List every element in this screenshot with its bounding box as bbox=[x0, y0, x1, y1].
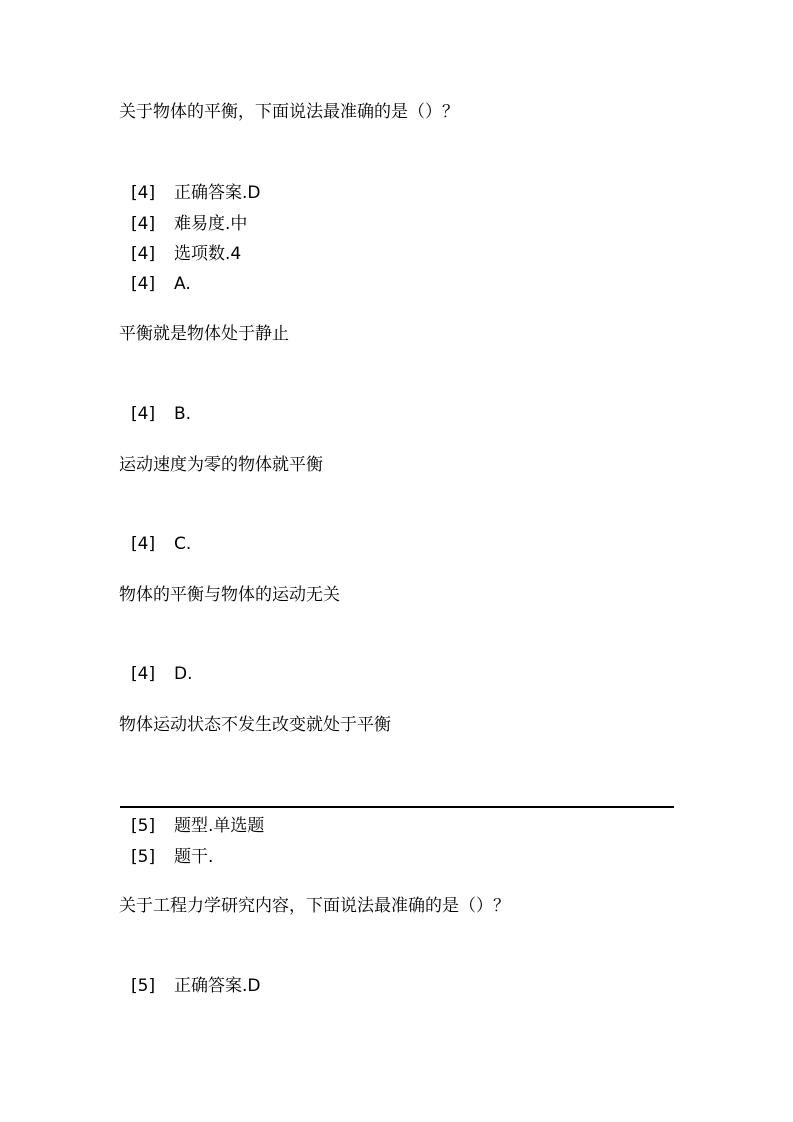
q4-difficulty-tag: [4] bbox=[131, 214, 156, 234]
q4-option-d-tag: [4] bbox=[131, 664, 156, 684]
q4-option-count-tag: [4] bbox=[131, 244, 156, 264]
q4-answer bbox=[131, 181, 261, 205]
q4-option-d-letter: D. bbox=[174, 664, 193, 684]
q4-option-c-tag: [4] bbox=[131, 534, 156, 554]
q4-difficulty bbox=[131, 212, 247, 236]
q4-option-a-label bbox=[131, 272, 191, 296]
q5-stem-label-text: 题干. bbox=[174, 847, 214, 867]
q5-type-tag: [5] bbox=[131, 816, 156, 836]
q5-type-text: 题型.单选题 bbox=[174, 816, 265, 836]
q5-answer-text: 正确答案.D bbox=[174, 976, 261, 996]
q4-difficulty-text: 难易度.中 bbox=[174, 214, 248, 234]
q4-option-count bbox=[131, 242, 241, 266]
q5-stem: 关于工程力学研究内容，下面说法最准确的是（）？ bbox=[119, 896, 510, 916]
q4-option-d-text: 物体运动状态不发生改变就处于平衡 bbox=[119, 715, 391, 735]
q4-option-c-letter: C. bbox=[174, 534, 192, 554]
q5-answer-tag: [5] bbox=[131, 976, 156, 996]
q4-option-b-text: 运动速度为零的物体就平衡 bbox=[119, 455, 323, 475]
q4-option-b-letter: B. bbox=[174, 404, 192, 424]
q4-option-b-tag: [4] bbox=[131, 404, 156, 424]
q4-option-b-label bbox=[131, 402, 191, 426]
q5-answer bbox=[131, 974, 261, 998]
q4-option-c-text: 物体的平衡与物体的运动无关 bbox=[119, 585, 340, 605]
q4-answer-text: 正确答案.D bbox=[174, 183, 261, 203]
q5-type bbox=[131, 814, 264, 838]
q5-stem-label-tag: [5] bbox=[131, 847, 156, 867]
section-divider bbox=[120, 806, 674, 808]
q4-option-a-text: 平衡就是物体处于静止 bbox=[119, 324, 289, 344]
q4-option-c-label bbox=[131, 532, 191, 556]
q5-stem-label bbox=[131, 845, 213, 869]
q4-option-count-text: 选项数.4 bbox=[174, 244, 242, 264]
q4-stem: 关于物体的平衡，下面说法最准确的是（）？ bbox=[119, 102, 459, 122]
q4-option-a-tag: [4] bbox=[131, 274, 156, 294]
q4-answer-tag: [4] bbox=[131, 183, 156, 203]
q4-option-d-label bbox=[131, 662, 193, 686]
q4-option-a-letter: A. bbox=[174, 274, 191, 294]
